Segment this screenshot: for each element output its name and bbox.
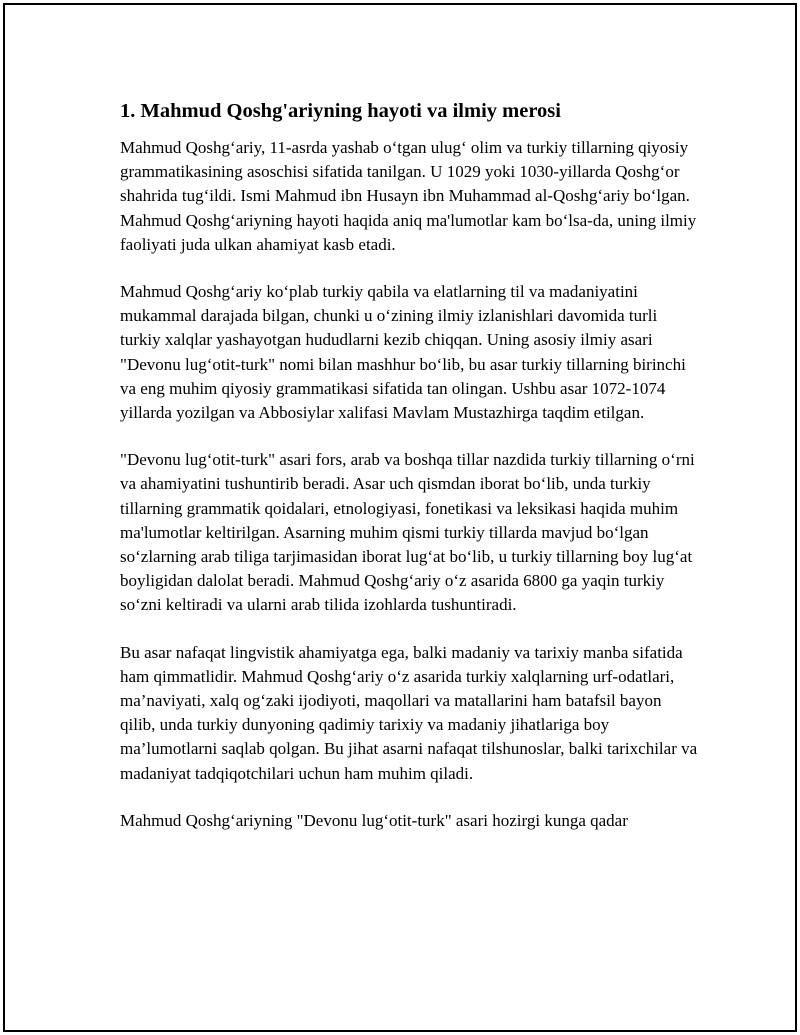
paragraph-4: Bu asar nafaqat lingvistik ahamiyatga ega, balki madaniy va tarixiy manba sifatida ham qimmatlidir. Mahmud Qoshg‘ariy o‘z asarida turkiy xalqlarning urf-odatlari, ma’naviyati, xalq og‘zaki ijodiyoti, maqollari va matallarini ham batafsil bayon qilib, unda turkiy dunyoning qadimiy tarixiy va madaniy jihatlariga boy ma’lumotlarni saqlab qolgan. Bu jihat asarni nafaqat tilshunoslar, balki tarixchilar va madaniyat tadqiqotchilari uchun ham muhim qiladi. bbox=[120, 642, 698, 783]
paragraph-3: "Devonu lug‘otit-turk" asari fors, arab va boshqa tillar nazdida turkiy tillarning o‘rni va ahamiyatini tushuntirib beradi. Asar uch qismdan iborat bo‘lib, unda turkiy tillarning grammatik qoidalari, etnologiyasi, fonetikasi va leksikasi haqida muhim ma'lumotlar keltirilgan. Asarning muhim qismi turkiy tillarda mavjud bo‘lgan so‘zlarning arab tiliga tarjimasidan iborat lug‘at bo‘lib, u turkiy tillarning boy lug‘at boyligidan dalolat beradi. Mahmud Qoshg‘ariy o‘z asarida 6800 ga yaqin turkiy so‘zni keltiradi va ularni arab tilida izohlarda tushuntiradi. bbox=[120, 450, 695, 615]
paragraph-2: Mahmud Qoshg‘ariy ko‘plab turkiy qabila va elatlarning til va madaniyatini mukammal darajada bilgan, chunki u o‘zining ilmiy izlanishlari davomida turli turkiy xalqlar yashayotgan hududlarni kezib chiqqan. Uning asosiy ilmiy asari "Devonu lug‘otit-turk" nomi bilan mashhur bo‘lib, bu asar turkiy tillarning birinchi va eng muhim qiyosiy grammatikasi sifatida tan olingan. Ushbu asar 1072-1074 yillarda yozilgan va Abbosiylar xalifasi Mavlam Mustazhirga taqdim etilgan. bbox=[120, 282, 686, 423]
document-body bbox=[120, 97, 700, 856]
document-page bbox=[3, 3, 797, 1032]
paragraph-1: Mahmud Qoshg‘ariy, 11-asrda yashab o‘tgan ulug‘ olim va turkiy tillarning qiyosiy grammatikasining asoschisi sifatida tanilgan. U 1029 yoki 1030-yillarda Qoshg‘or shahrida tug‘ildi. Ismi Mahmud ibn Husayn ibn Muhammad al-Qoshg‘ariy bo‘lgan. Mahmud Qoshg‘ariyning hayoti haqida aniq ma'lumotlar kam bo‘lsa-da, uning ilmiy faoliyati juda ulkan ahamiyat kasb etadi. bbox=[120, 138, 697, 254]
section-heading: 1. Mahmud Qoshg'ariyning hayoti va ilmiy merosi bbox=[120, 100, 561, 122]
paragraph-5: Mahmud Qoshg‘ariyning "Devonu lug‘otit-turk" asari hozirgi kunga qadar bbox=[120, 810, 628, 830]
